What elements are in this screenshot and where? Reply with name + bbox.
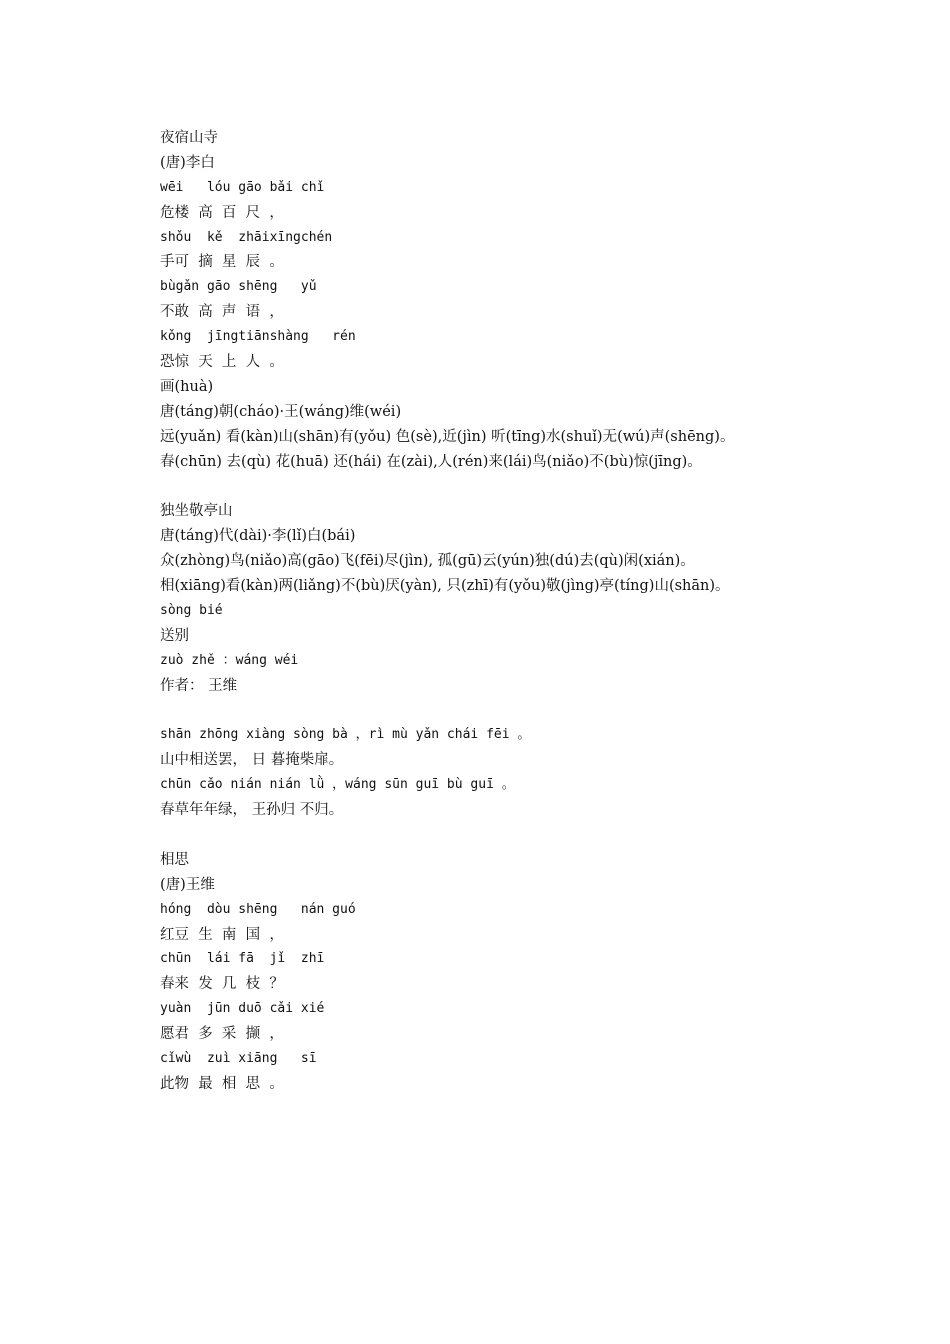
poem-title: 夜宿山寺 [160,130,218,146]
verse-line: 危楼 高 百 尺 ， [160,204,284,221]
verse-line: 春草年年绿， 王孙归 不归。 [160,802,344,819]
verse-line: 远(yuǎn) 看(kàn)山(shān)有(yǒu) 色(sè),近(jìn) 听(tīng)水(shuǐ)无(wú)声(shēng)。 [160,428,735,445]
pinyin-line: chūn lái fā jǐ zhī [160,951,325,967]
verse-line: 恐惊 天 上 人 。 [160,354,284,371]
poem-author: 唐(táng)代(dài)·李(lǐ)白(bái) [160,528,356,545]
pinyin-line: shǒu kě zhāixīngchén [160,229,333,245]
pinyin-line: shān zhōng xiàng sòng bà ，rì mù yǎn chái fēi 。 [160,727,531,743]
pinyin-line: zuò zhě ：wáng wéi [160,652,299,668]
blank-line [160,823,920,848]
poem-author: 唐(táng)朝(cháo)·王(wáng)维(wéi) [160,403,402,420]
pinyin-line: bùgǎn gāo shēng yǔ [160,279,317,295]
poem-author: (唐)王维 [160,876,215,893]
pinyin-line: yuàn jūn duō cǎi xié [160,1001,325,1017]
verse-line: 相(xiāng)看(kàn)两(liǎng)不(bù)厌(yàn), 只(zhī)有(yǒu)敬(jìng)亭(tíng)山(shān)。 [160,578,730,595]
poem-text-body [160,126,920,1097]
verse-line: 众(zhòng)鸟(niǎo)高(gāo)飞(fēi)尽(jìn), 孤(gū)云(yún)独(dú)去(qù)闲(xián)。 [160,553,695,570]
pinyin-line: kǒng jīngtiānshàng rén [160,329,356,345]
poem-title: 独坐敬亭山 [160,503,233,520]
pinyin-line: chūn cǎo nián nián lǜ ，wáng sūn guī bù guī 。 [160,777,515,793]
poem-title: 送别 [160,627,189,644]
pinyin-line: sòng bié [160,602,223,618]
verse-line: 春(chūn) 去(qù) 花(huā) 还(hái) 在(zài),人(rén)来(lái)鸟(niǎo)不(bù)惊(jīng)。 [160,453,702,470]
pinyin-line: hóng dòu shēng nán guó [160,901,356,917]
poem-title: 画(huà) [160,378,214,395]
pinyin-line: cǐwù zuì xiāng sī [160,1050,317,1066]
verse-line: 春来 发 几 枝 ？ [160,976,284,993]
verse-line: 手可 摘 星 辰 。 [160,254,284,271]
verse-line: 愿君 多 采 撷 ， [160,1026,284,1043]
pinyin-line: wēi lóu gāo bǎi chǐ [160,179,325,195]
blank-line [160,698,920,723]
blank-line [160,474,920,499]
verse-line: 山中相送罢， 日 暮掩柴扉。 [160,752,344,769]
poem-author: 作者： 王维 [160,677,238,694]
verse-line: 红豆 生 南 国 ， [160,926,284,943]
verse-line: 不敢 高 声 语 ， [160,304,284,321]
poem-title: 相思 [160,851,189,868]
verse-line: 此物 最 相 思 。 [160,1075,284,1092]
poem-author: (唐)李白 [160,154,215,171]
